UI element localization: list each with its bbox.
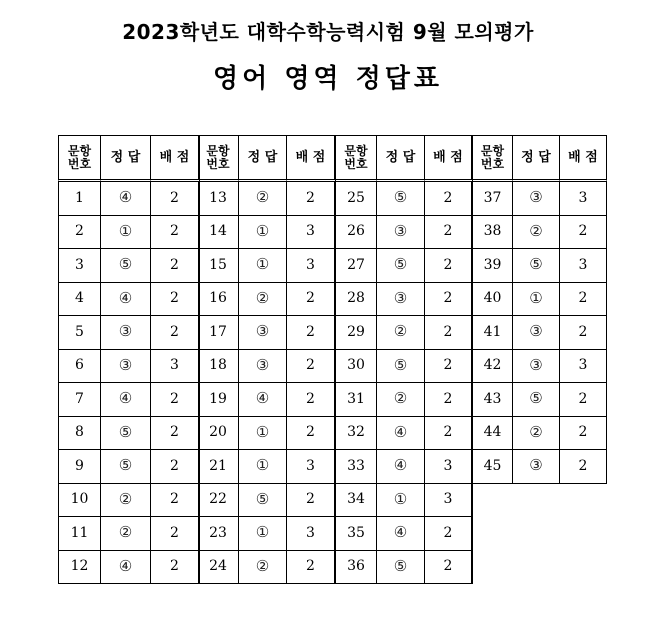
- points-value: 2: [151, 283, 200, 317]
- answer-value: ④: [377, 517, 425, 551]
- header-answer: 정 답: [377, 135, 425, 182]
- question-number: 32: [336, 417, 377, 451]
- header-points: 배 점: [151, 135, 200, 182]
- answer-value: ①: [239, 517, 287, 551]
- question-number: 36: [336, 551, 377, 585]
- points-value: 3: [560, 350, 607, 384]
- points-value: 2: [425, 249, 473, 283]
- points-value: 2: [151, 450, 200, 484]
- points-value: 3: [425, 450, 473, 484]
- question-number: 43: [473, 383, 513, 417]
- points-value: 2: [151, 182, 200, 216]
- question-number: 20: [198, 417, 239, 451]
- header-question-no: 문항 번호: [58, 135, 101, 182]
- answer-value: ③: [239, 316, 287, 350]
- answer-value: ②: [239, 283, 287, 317]
- points-value: 2: [287, 316, 336, 350]
- answer-value: ②: [101, 517, 151, 551]
- points-value: 2: [425, 316, 473, 350]
- answer-value: ①: [513, 283, 560, 317]
- points-value: 3: [287, 249, 336, 283]
- question-number: 14: [198, 216, 239, 250]
- question-number: 21: [198, 450, 239, 484]
- points-value: 3: [560, 249, 607, 283]
- question-number: 9: [58, 450, 101, 484]
- question-number: 26: [336, 216, 377, 250]
- points-value: 2: [560, 383, 607, 417]
- points-value: 2: [560, 316, 607, 350]
- question-number: 4: [58, 283, 101, 317]
- points-value: 2: [425, 517, 473, 551]
- answer-value: ②: [239, 551, 287, 585]
- answer-key-table: [58, 135, 607, 584]
- header-answer: 정 답: [239, 135, 287, 182]
- question-number: 33: [336, 450, 377, 484]
- answer-value: ④: [101, 283, 151, 317]
- points-value: 2: [287, 417, 336, 451]
- answer-value: ③: [513, 316, 560, 350]
- answer-value: ⑤: [513, 383, 560, 417]
- question-number: 25: [336, 182, 377, 216]
- question-number: 35: [336, 517, 377, 551]
- points-value: 3: [151, 350, 200, 384]
- header-answer: 정 답: [101, 135, 151, 182]
- question-number: 34: [336, 484, 377, 518]
- page-title: 2023학년도 대학수학능력시험 9월 모의평가: [122, 20, 534, 44]
- points-value: 2: [560, 417, 607, 451]
- points-value: 3: [425, 484, 473, 518]
- answer-value: ②: [513, 417, 560, 451]
- points-value: 2: [287, 350, 336, 384]
- answer-value: ③: [239, 350, 287, 384]
- question-number: 18: [198, 350, 239, 384]
- question-number: 39: [473, 249, 513, 283]
- points-value: 2: [151, 249, 200, 283]
- question-number: 28: [336, 283, 377, 317]
- question-number: 27: [336, 249, 377, 283]
- question-number: 3: [58, 249, 101, 283]
- question-number: 29: [336, 316, 377, 350]
- points-value: 2: [425, 182, 473, 216]
- question-number: 44: [473, 417, 513, 451]
- answer-value: ③: [101, 350, 151, 384]
- question-number: 6: [58, 350, 101, 384]
- header-question-no: 문항 번호: [473, 135, 513, 182]
- points-value: 2: [151, 551, 200, 585]
- points-value: 2: [287, 551, 336, 585]
- answer-value: ①: [101, 216, 151, 250]
- header-points: 배 점: [560, 135, 607, 182]
- question-number: 41: [473, 316, 513, 350]
- points-value: 2: [151, 383, 200, 417]
- question-number: 23: [198, 517, 239, 551]
- question-number: 30: [336, 350, 377, 384]
- points-value: 2: [151, 517, 200, 551]
- header-question-no: 문항 번호: [336, 135, 377, 182]
- answer-value: ②: [513, 216, 560, 250]
- question-number: 8: [58, 417, 101, 451]
- answer-value: ①: [239, 450, 287, 484]
- answer-value: ①: [377, 484, 425, 518]
- answer-value: ②: [377, 316, 425, 350]
- points-value: 2: [151, 417, 200, 451]
- question-number: 2: [58, 216, 101, 250]
- answer-value: ⑤: [239, 484, 287, 518]
- answer-value: ④: [377, 450, 425, 484]
- answer-value: ⑤: [101, 249, 151, 283]
- points-value: 3: [287, 216, 336, 250]
- answer-value: ⑤: [377, 350, 425, 384]
- header-question-no: 문항 번호: [198, 135, 239, 182]
- points-value: 2: [560, 450, 607, 484]
- points-value: 2: [425, 417, 473, 451]
- points-value: 2: [425, 551, 473, 585]
- question-number: 15: [198, 249, 239, 283]
- question-number: 11: [58, 517, 101, 551]
- answer-value: ④: [101, 182, 151, 216]
- points-value: 2: [287, 383, 336, 417]
- question-number: 42: [473, 350, 513, 384]
- points-value: 2: [151, 316, 200, 350]
- answer-value: ⑤: [101, 450, 151, 484]
- answer-value: ②: [101, 484, 151, 518]
- question-number: 45: [473, 450, 513, 484]
- question-number: 5: [58, 316, 101, 350]
- points-value: 2: [425, 283, 473, 317]
- points-value: 2: [151, 216, 200, 250]
- answer-value: ④: [101, 551, 151, 585]
- question-number: 31: [336, 383, 377, 417]
- points-value: 2: [560, 216, 607, 250]
- question-number: 13: [198, 182, 239, 216]
- points-value: 2: [560, 283, 607, 317]
- header-points: 배 점: [425, 135, 473, 182]
- question-number: 17: [198, 316, 239, 350]
- answer-value: ③: [513, 182, 560, 216]
- header-answer: 정 답: [513, 135, 560, 182]
- answer-value: ⑤: [377, 182, 425, 216]
- answer-value: ⑤: [377, 551, 425, 585]
- page-subtitle: 영어 영역 정답표: [213, 64, 443, 94]
- points-value: 2: [287, 182, 336, 216]
- answer-value: ③: [377, 216, 425, 250]
- question-number: 12: [58, 551, 101, 585]
- answer-value: ⑤: [513, 249, 560, 283]
- answer-value: ⑤: [101, 417, 151, 451]
- question-number: 22: [198, 484, 239, 518]
- question-number: 1: [58, 182, 101, 216]
- question-number: 37: [473, 182, 513, 216]
- question-number: 19: [198, 383, 239, 417]
- points-value: 2: [425, 350, 473, 384]
- answer-value: ④: [101, 383, 151, 417]
- answer-value: ②: [239, 182, 287, 216]
- question-number: 16: [198, 283, 239, 317]
- answer-value: ④: [239, 383, 287, 417]
- answer-value: ②: [377, 383, 425, 417]
- points-value: 2: [151, 484, 200, 518]
- question-number: 24: [198, 551, 239, 585]
- points-value: 3: [287, 450, 336, 484]
- points-value: 3: [287, 517, 336, 551]
- question-number: 7: [58, 383, 101, 417]
- answer-value: ①: [239, 216, 287, 250]
- answer-value: ③: [377, 283, 425, 317]
- question-number: 40: [473, 283, 513, 317]
- answer-value: ④: [377, 417, 425, 451]
- points-value: 2: [425, 383, 473, 417]
- header-points: 배 점: [287, 135, 336, 182]
- answer-value: ①: [239, 249, 287, 283]
- points-value: 3: [560, 182, 607, 216]
- answer-value: ③: [513, 450, 560, 484]
- question-number: 10: [58, 484, 101, 518]
- answer-value: ③: [513, 350, 560, 384]
- question-number: 38: [473, 216, 513, 250]
- points-value: 2: [425, 216, 473, 250]
- answer-value: ⑤: [377, 249, 425, 283]
- answer-value: ③: [101, 316, 151, 350]
- answer-value: ①: [239, 417, 287, 451]
- points-value: 2: [287, 283, 336, 317]
- points-value: 2: [287, 484, 336, 518]
